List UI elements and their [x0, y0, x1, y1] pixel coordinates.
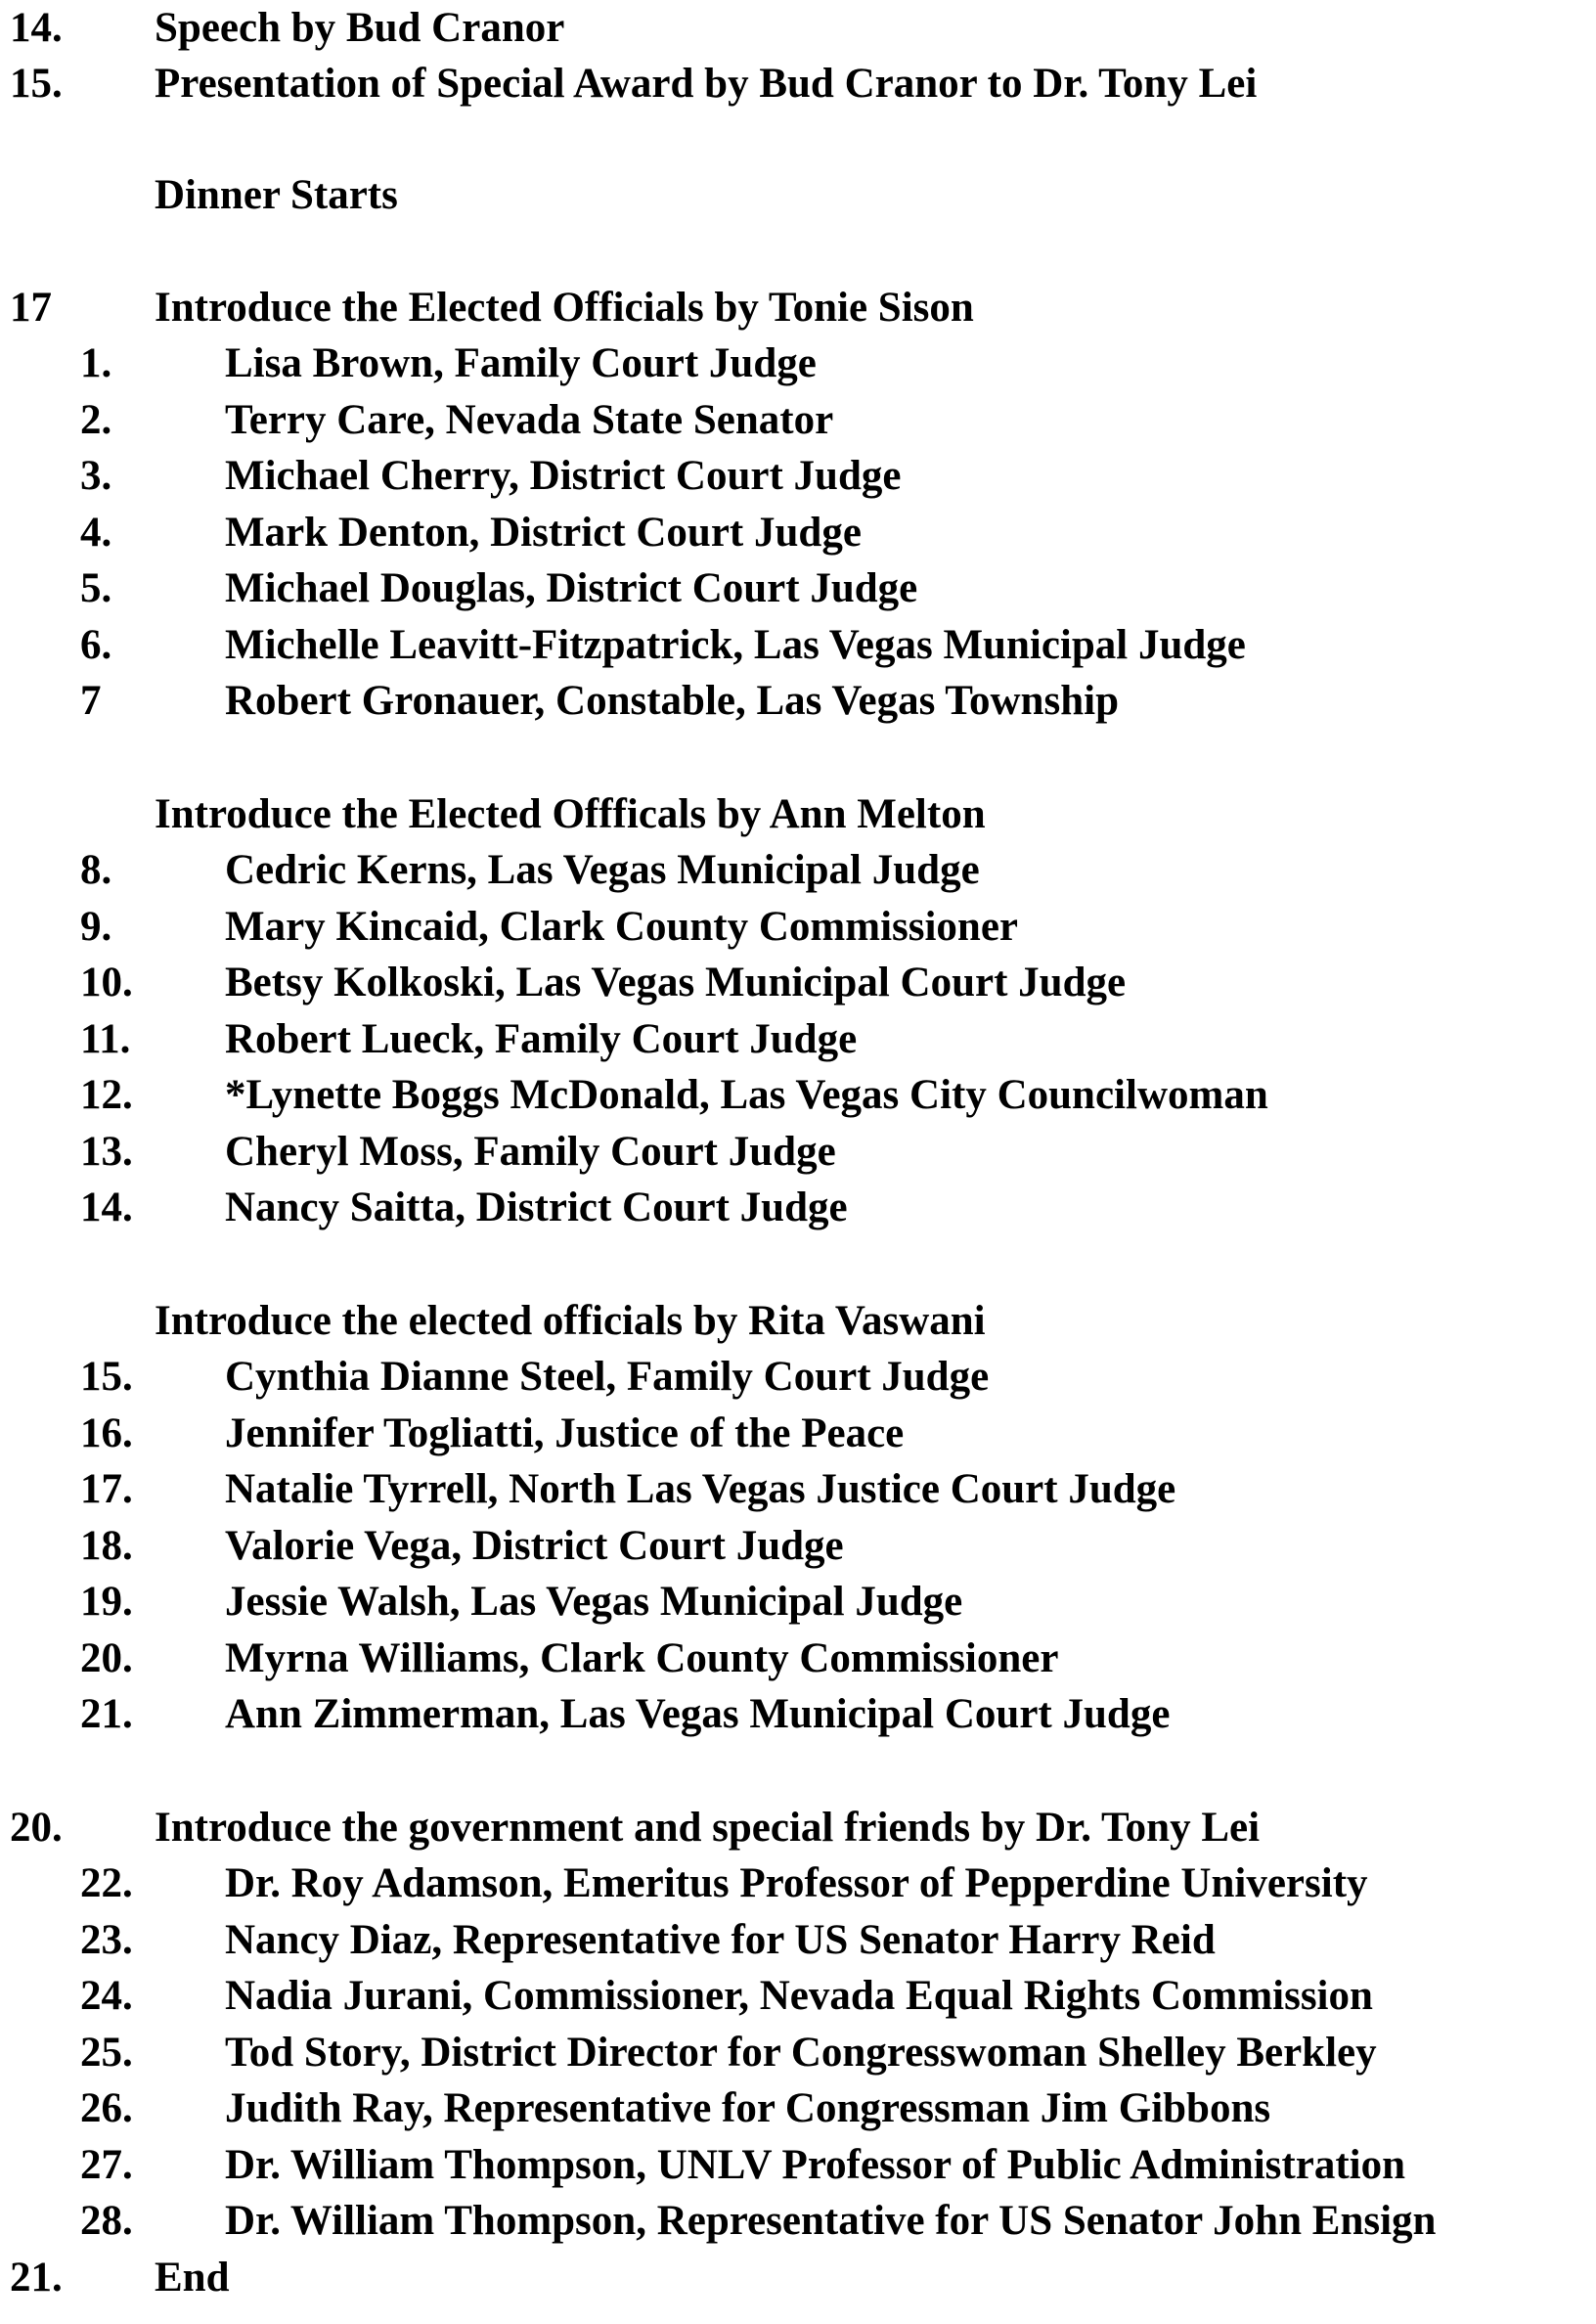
- item-text: Tod Story, District Director for Congresswoman Shelley Berkley: [225, 2030, 1377, 2076]
- official-list-item: [0, 1349, 1596, 1406]
- item-number: 17.: [80, 1466, 133, 1512]
- item-number: 24.: [80, 1973, 133, 2019]
- item-text: End: [155, 2255, 230, 2301]
- item-text: Jennifer Togliatti, Justice of the Peace: [225, 1410, 905, 1456]
- item-text: Introduce the Elected Officials by Tonie Sison: [155, 285, 974, 331]
- item-number: 21.: [10, 2255, 63, 2301]
- item-text: *Lynette Boggs McDonald, Las Vegas City Councilwoman: [225, 1072, 1268, 1118]
- item-number: 15.: [80, 1354, 133, 1400]
- item-number: 15.: [10, 61, 63, 107]
- item-text: Presentation of Special Award by Bud Cranor to Dr. Tony Lei: [155, 61, 1258, 107]
- item-number: 4.: [80, 510, 112, 556]
- item-text: Speech by Bud Cranor: [155, 5, 565, 51]
- item-number: 17: [10, 285, 52, 331]
- item-number: 10.: [80, 960, 133, 1006]
- item-text: Robert Gronauer, Constable, Las Vegas Township: [225, 678, 1119, 724]
- item-number: 8.: [80, 847, 112, 893]
- item-number: 13.: [80, 1129, 133, 1175]
- official-list-item: [0, 1968, 1596, 2025]
- item-text: Terry Care, Nevada State Senator: [225, 397, 834, 443]
- item-text: Michael Cherry, District Court Judge: [225, 453, 902, 499]
- section-heading: [0, 786, 1596, 843]
- item-text: Lisa Brown, Family Court Judge: [225, 340, 817, 386]
- item-text: Jessie Walsh, Las Vegas Municipal Judge: [225, 1579, 963, 1625]
- item-text: Valorie Vega, District Court Judge: [225, 1523, 844, 1569]
- item-number: 25.: [80, 2030, 133, 2076]
- item-number: 2.: [80, 397, 112, 443]
- official-list-item: [0, 617, 1596, 674]
- item-number: 19.: [80, 1579, 133, 1625]
- official-list-item: [0, 1574, 1596, 1631]
- official-list-item: [0, 842, 1596, 899]
- item-text: Cynthia Dianne Steel, Family Court Judge: [225, 1354, 990, 1400]
- official-list-item: [0, 2137, 1596, 2194]
- item-number: 12.: [80, 1072, 133, 1118]
- item-text: Dr. William Thompson, Representative for US Senator John Ensign: [225, 2198, 1437, 2244]
- official-list-item: [0, 505, 1596, 561]
- item-number: 5.: [80, 565, 112, 611]
- agenda-item: [0, 1800, 1596, 1856]
- official-list-item: [0, 1011, 1596, 1068]
- item-text: Cheryl Moss, Family Court Judge: [225, 1129, 836, 1175]
- agenda-item: [0, 280, 1596, 336]
- item-number: 20.: [80, 1635, 133, 1681]
- official-list-item: [0, 1067, 1596, 1124]
- item-number: 14.: [80, 1184, 133, 1230]
- official-list-item: [0, 1912, 1596, 1969]
- official-list-item: [0, 448, 1596, 505]
- item-text: Introduce the Elected Offficals by Ann Melton: [155, 791, 986, 837]
- official-list-item: [0, 1461, 1596, 1518]
- item-number: 26.: [80, 2085, 133, 2131]
- item-text: Cedric Kerns, Las Vegas Municipal Judge: [225, 847, 980, 893]
- item-text: Dinner Starts: [155, 172, 398, 218]
- item-number: 3.: [80, 453, 112, 499]
- section-heading: [0, 1293, 1596, 1350]
- item-number: 9.: [80, 904, 112, 950]
- official-list-item: [0, 2080, 1596, 2137]
- item-text: Dr. Roy Adamson, Emeritus Professor of Pepperdine University: [225, 1860, 1368, 1906]
- item-text: Ann Zimmerman, Las Vegas Municipal Court Judge: [225, 1691, 1171, 1737]
- item-number: 1.: [80, 340, 112, 386]
- item-number: 20.: [10, 1805, 63, 1851]
- item-text: Introduce the elected officials by Rita Vaswani: [155, 1298, 986, 1344]
- item-number: 11.: [80, 1016, 131, 1062]
- official-list-item: [0, 1855, 1596, 1912]
- item-number: 14.: [10, 5, 63, 51]
- agenda-item: [0, 0, 1596, 57]
- agenda-item: [0, 56, 1596, 112]
- item-text: Dr. William Thompson, UNLV Professor of Public Administration: [225, 2142, 1406, 2188]
- official-list-item: [0, 955, 1596, 1011]
- item-number: 7: [80, 678, 102, 724]
- item-number: 21.: [80, 1691, 133, 1737]
- item-number: 18.: [80, 1523, 133, 1569]
- official-list-item: [0, 1124, 1596, 1181]
- item-text: Nadia Jurani, Commissioner, Nevada Equal Rights Commission: [225, 1973, 1373, 2019]
- official-list-item: [0, 335, 1596, 392]
- item-text: Nancy Diaz, Representative for US Senator Harry Reid: [225, 1917, 1216, 1963]
- item-text: Introduce the government and special friends by Dr. Tony Lei: [155, 1805, 1261, 1851]
- official-list-item: [0, 1180, 1596, 1236]
- item-text: Mark Denton, District Court Judge: [225, 510, 862, 556]
- item-text: Mary Kincaid, Clark County Commissioner: [225, 904, 1019, 950]
- official-list-item: [0, 560, 1596, 617]
- item-number: 22.: [80, 1860, 133, 1906]
- item-number: 27.: [80, 2142, 133, 2188]
- section-heading: [0, 167, 1596, 224]
- agenda-item: [0, 2250, 1596, 2306]
- item-text: Natalie Tyrrell, North Las Vegas Justice Court Judge: [225, 1466, 1176, 1512]
- item-number: 28.: [80, 2198, 133, 2244]
- item-number: 23.: [80, 1917, 133, 1963]
- official-list-item: [0, 899, 1596, 956]
- item-text: Michelle Leavitt-Fitzpatrick, Las Vegas Municipal Judge: [225, 622, 1246, 668]
- official-list-item: [0, 1518, 1596, 1575]
- official-list-item: [0, 2025, 1596, 2081]
- official-list-item: [0, 392, 1596, 449]
- item-text: Myrna Williams, Clark County Commissioner: [225, 1635, 1059, 1681]
- item-number: 16.: [80, 1410, 133, 1456]
- official-list-item: [0, 673, 1596, 730]
- official-list-item: [0, 1686, 1596, 1743]
- official-list-item: [0, 1631, 1596, 1687]
- item-number: 6.: [80, 622, 112, 668]
- item-text: Judith Ray, Representative for Congressman Jim Gibbons: [225, 2085, 1271, 2131]
- official-list-item: [0, 2193, 1596, 2250]
- item-text: Robert Lueck, Family Court Judge: [225, 1016, 858, 1062]
- item-text: Michael Douglas, District Court Judge: [225, 565, 918, 611]
- item-text: Nancy Saitta, District Court Judge: [225, 1184, 848, 1230]
- official-list-item: [0, 1406, 1596, 1462]
- item-text: Betsy Kolkoski, Las Vegas Municipal Court Judge: [225, 960, 1127, 1006]
